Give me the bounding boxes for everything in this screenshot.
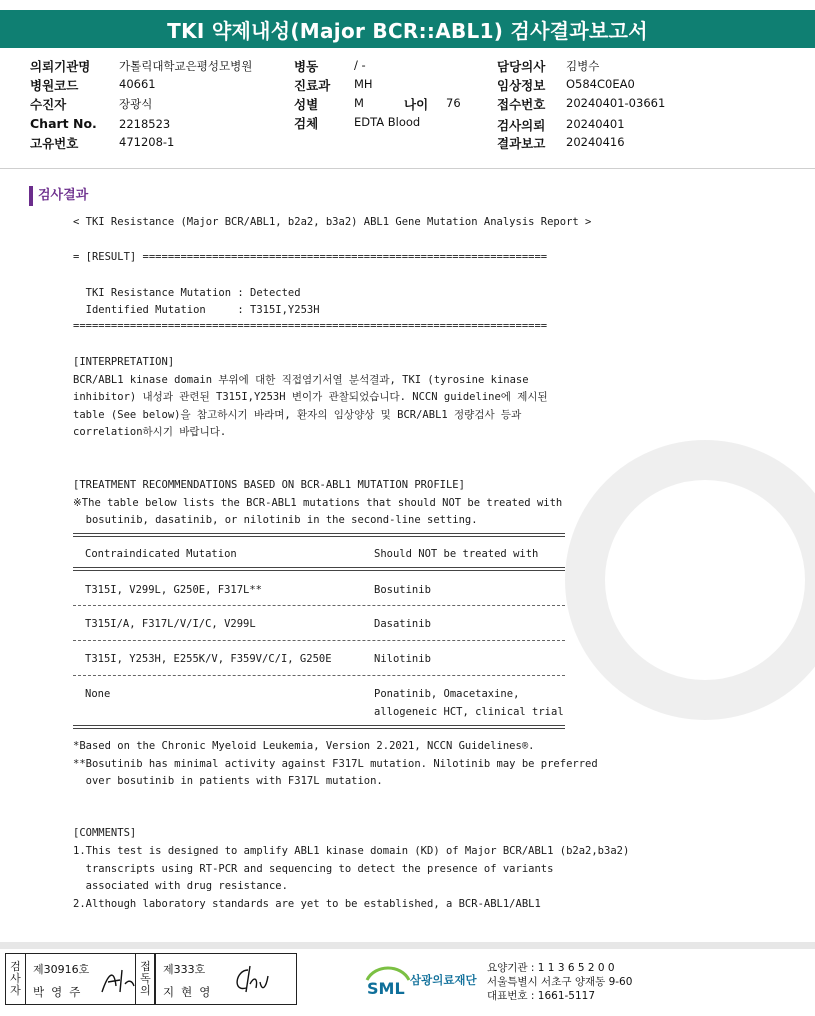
table-cell-drug: Ponatinib, Omacetaxine, bbox=[374, 688, 520, 700]
table-bottom-rule bbox=[73, 725, 565, 729]
comments-title: [COMMENTS] bbox=[73, 827, 137, 839]
request-label: 검사의뢰 bbox=[497, 118, 546, 133]
org-info: 요양기관 : 1 1 3 6 5 2 0 0 서울특별시 서초구 양재동 9-60 대표번호 : 1661-5117 bbox=[487, 962, 633, 1002]
report-date-value: 20240416 bbox=[566, 135, 625, 149]
reviewer-signature-icon bbox=[228, 962, 270, 998]
reviewer-stamp bbox=[135, 953, 297, 1005]
specimen-value: EDTA Blood bbox=[354, 115, 421, 129]
interpretation-line: correlation하시기 바랍니다. bbox=[73, 426, 227, 438]
row-divider bbox=[73, 640, 565, 641]
interpretation-line: inhibitor) 내성과 관련된 T315I,Y253H 변이가 관찰되었습니다. NCCN guideline에 제시된 bbox=[73, 391, 548, 403]
section-title: 검사결과 bbox=[38, 188, 89, 203]
table-cell-mutation: T315I, Y253H, E255K/V, F359V/C/I, G250E bbox=[85, 653, 332, 665]
row-divider bbox=[73, 605, 565, 606]
treatment-line: bosutinib, dasatinib, or nilotinib in the second-line setting. bbox=[73, 514, 478, 526]
header-divider bbox=[0, 168, 815, 169]
doctor-label: 담당의사 bbox=[497, 59, 546, 74]
reviewer-license-no: 제333호 bbox=[163, 963, 206, 976]
interpretation-line: table (See below)을 참고하시기 바라며, 환자의 임상양상 및 BCR/ABL1 정량검사 등과 bbox=[73, 409, 522, 421]
identified-mutation: Identified Mutation : T315I,Y253H bbox=[73, 304, 320, 316]
footnote: *Based on the Chronic Myeloid Leukemia, Version 2.2021, NCCN Guidelines®. bbox=[73, 740, 535, 752]
dept-label: 진료과 bbox=[294, 78, 331, 93]
specimen-label: 검체 bbox=[294, 116, 319, 131]
table-top-rule bbox=[73, 533, 565, 537]
comment-line: transcripts using RT-PCR and sequencing to detect the presence of variants bbox=[73, 863, 554, 875]
reviewer-name: 지현영 bbox=[163, 985, 218, 999]
result-line: = [RESULT] ================================================================ bbox=[73, 251, 548, 263]
footer-band bbox=[0, 942, 815, 949]
row-divider bbox=[73, 675, 565, 676]
tester-name: 박영주 bbox=[33, 985, 88, 999]
comment-line: associated with drug resistance. bbox=[73, 880, 288, 892]
table-cell-drug: Bosutinib bbox=[374, 584, 431, 596]
sml-logo-icon bbox=[365, 962, 411, 998]
ward-value: / - bbox=[354, 58, 366, 72]
tester-signature-icon bbox=[98, 964, 138, 998]
sex-label: 성별 bbox=[294, 97, 319, 112]
interpretation-title: [INTERPRETATION] bbox=[73, 356, 175, 368]
table-cell-mutation: T315I, V299L, G250E, F317L** bbox=[85, 584, 263, 596]
reviewer-vertical-label: 접 독 의 bbox=[136, 954, 156, 1004]
treatment-line: ※The table below lists the BCR-ABL1 mutations that should NOT be treated with bbox=[73, 497, 563, 509]
table-cell-drug: Dasatinib bbox=[374, 618, 431, 630]
svg-text:SML: SML bbox=[367, 979, 405, 998]
doctor-value: 김병수 bbox=[566, 59, 600, 73]
receipt-value: 20240401-03661 bbox=[566, 96, 666, 110]
table-cell-drug-cont: allogeneic HCT, clinical trial bbox=[374, 706, 564, 718]
clinical-value: O584C0EA0 bbox=[566, 77, 635, 91]
mutation-status: TKI Resistance Mutation : Detected bbox=[73, 287, 301, 299]
sex-value: M bbox=[354, 96, 364, 110]
footnote: **Bosutinib has minimal activity against F317L mutation. Nilotinib may be preferred bbox=[73, 758, 598, 770]
org-name: 삼광의료재단 bbox=[410, 973, 477, 987]
section-marker bbox=[29, 186, 33, 206]
table-cell-drug: Nilotinib bbox=[374, 653, 431, 665]
age-label: 나이 bbox=[404, 97, 429, 112]
unique-label: 고유번호 bbox=[30, 136, 79, 151]
table-cell-mutation: None bbox=[85, 688, 111, 700]
report-title: TKI 약제내성(Major BCR::ABL1) 검사결과보고서 bbox=[0, 10, 815, 48]
report-header bbox=[0, 55, 815, 155]
interpretation-line: BCR/ABL1 kinase domain 부위에 대한 직접염기서열 분석결과, TKI (tyrosine kinase bbox=[73, 374, 529, 386]
result-rule: =========================================================================== bbox=[73, 320, 548, 332]
footnote: over bosutinib in patients with F317L mutation. bbox=[73, 775, 383, 787]
report-date-label: 결과보고 bbox=[497, 136, 546, 151]
dept-value: MH bbox=[354, 77, 373, 91]
hospital-code-value: 40661 bbox=[119, 77, 156, 91]
unique-value: 471208-1 bbox=[119, 135, 175, 149]
hospital-code-label: 병원코드 bbox=[30, 78, 79, 93]
patient-value: 장광식 bbox=[119, 97, 153, 111]
tester-vertical-label: 검 사 자 bbox=[6, 954, 26, 1004]
col-header-drug: Should NOT be treated with bbox=[374, 548, 539, 560]
patient-label: 수진자 bbox=[30, 97, 67, 112]
table-header-rule bbox=[73, 567, 565, 571]
tester-stamp bbox=[5, 953, 155, 1005]
watermark-logo-icon bbox=[555, 430, 815, 730]
receipt-label: 접수번호 bbox=[497, 97, 546, 112]
chart-value: 2218523 bbox=[119, 117, 171, 131]
col-header-mutation: Contraindicated Mutation bbox=[85, 548, 237, 560]
institution-label: 의뢰기관명 bbox=[30, 59, 91, 74]
clinical-label: 임상정보 bbox=[497, 78, 546, 93]
comment-line: 2.Although laboratory standards are yet to be established, a BCR-ABL1/ABL1 bbox=[73, 898, 541, 910]
institution-value: 가톨릭대학교은평성모병원 bbox=[119, 59, 253, 73]
age-value: 76 bbox=[446, 96, 461, 110]
ward-label: 병동 bbox=[294, 59, 319, 74]
report-heading: < TKI Resistance (Major BCR/ABL1, b2a2, b3a2) ABL1 Gene Mutation Analysis Report > bbox=[73, 216, 592, 228]
table-cell-mutation: T315I/A, F317L/V/I/C, V299L bbox=[85, 618, 256, 630]
tester-license-no: 제30916호 bbox=[33, 963, 90, 976]
treatment-title: [TREATMENT RECOMMENDATIONS BASED ON BCR-ABL1 MUTATION PROFILE] bbox=[73, 479, 465, 491]
chart-label: Chart No. bbox=[30, 116, 97, 131]
request-value: 20240401 bbox=[566, 117, 625, 131]
comment-line: 1.This test is designed to amplify ABL1 kinase domain (KD) of Major BCR/ABL1 (b2a2,b3a2) bbox=[73, 845, 630, 857]
